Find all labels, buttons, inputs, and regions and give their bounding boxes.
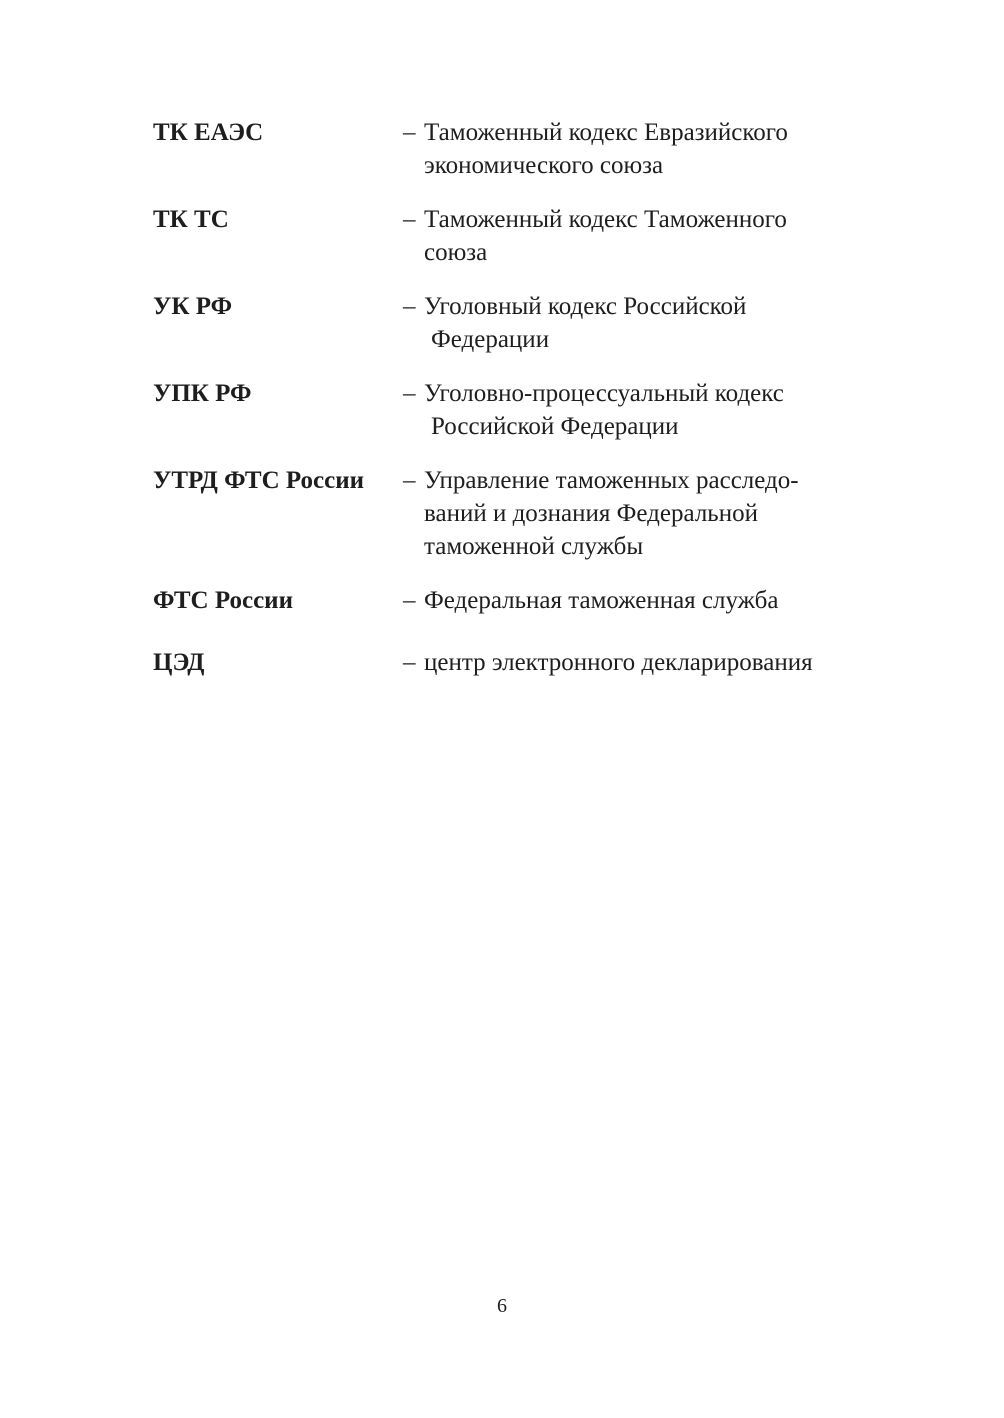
abbreviation-term: УТРД ФТС России — [153, 467, 365, 494]
definition-line: экономического союза — [424, 152, 664, 179]
abbreviation-term: ТК ЕАЭС — [153, 119, 264, 146]
entry-dash: – — [403, 380, 416, 407]
abbreviation-definition — [424, 203, 864, 269]
definition-line: Российской Федерации — [431, 413, 679, 440]
abbreviation-term: ФТС России — [153, 587, 293, 614]
abbreviation-definition — [424, 584, 864, 617]
definition-line: Таможенный кодекс Евразийского — [424, 119, 788, 146]
definition-line: ваний и дознания Федеральной — [424, 500, 758, 527]
abbreviation-term: ТК ТС — [153, 206, 229, 233]
entry-dash: – — [403, 587, 416, 614]
definition-line: таможенной службы — [424, 533, 644, 560]
entry-dash: – — [403, 293, 416, 320]
definition-line: центр электронного декларирования — [424, 649, 813, 676]
definition-line: Уголовный кодекс Российской — [424, 293, 747, 320]
definition-line: союза — [424, 239, 488, 266]
definition-line: Управление таможенных расследо- — [424, 467, 799, 494]
abbreviation-definition — [424, 290, 864, 356]
definition-line: Уголовно-процессуальный кодекс — [424, 380, 784, 407]
abbreviation-term: ЦЭД — [153, 649, 205, 676]
abbreviation-term: УК РФ — [153, 293, 233, 320]
definition-line: Федеральная таможенная служба — [424, 587, 779, 614]
entry-dash: – — [403, 206, 416, 233]
abbreviation-term: УПК РФ — [153, 380, 252, 407]
entry-dash: – — [403, 649, 416, 676]
definition-line: Таможенный кодекс Таможенного — [424, 206, 787, 233]
abbreviation-definition — [424, 464, 864, 563]
abbreviation-definition — [424, 646, 864, 679]
abbreviation-definition — [424, 116, 864, 182]
definition-line: Федерации — [431, 326, 550, 353]
entry-dash: – — [403, 119, 416, 146]
page-number: 6 — [497, 1295, 507, 1317]
entry-dash: – — [403, 467, 416, 494]
abbreviation-definition — [424, 377, 864, 443]
